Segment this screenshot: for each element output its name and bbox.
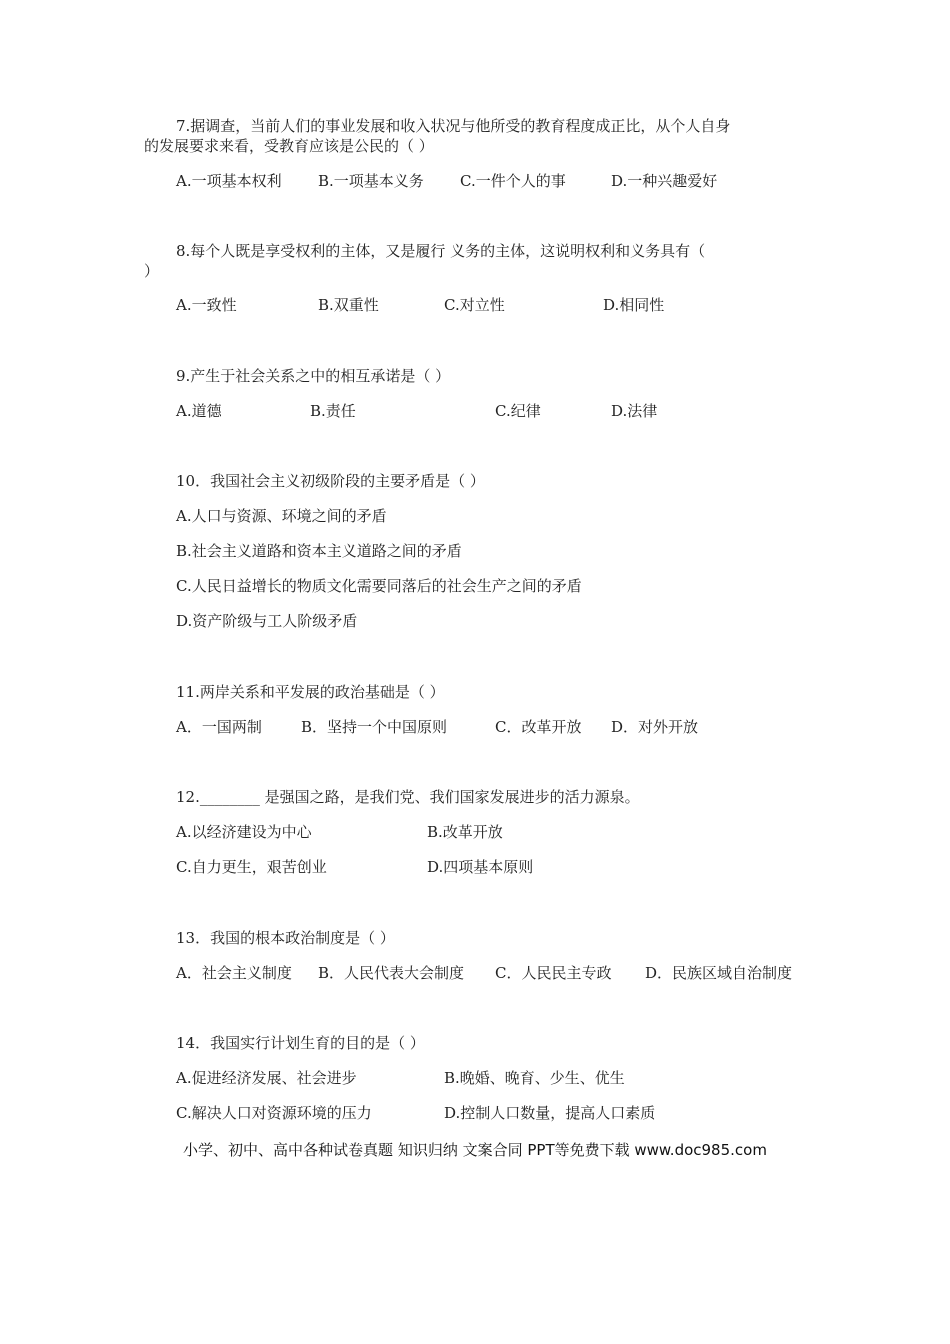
q14-option-b: B.晚婚、晚育、少生、优生 bbox=[444, 1069, 625, 1087]
q12-stem: 12.________ 是强国之路，是我们党、我们国家发展进步的活力源泉。 bbox=[176, 788, 640, 806]
q13-option-a: A．社会主义制度 bbox=[176, 964, 292, 982]
q10-option-a: A.人口与资源、环境之间的矛盾 bbox=[176, 507, 387, 525]
q8-stem-line-1: 8.每个人既是享受权利的主体，又是履行 义务的主体，这说明权利和义务具有（ bbox=[176, 242, 706, 260]
q8-option-b: B.双重性 bbox=[318, 296, 379, 314]
q11-option-c: C．改革开放 bbox=[495, 718, 582, 736]
q7-option-b: B.一项基本义务 bbox=[318, 172, 424, 190]
footer-download-notice: 小学、初中、高中各种试卷真题 知识归纳 文案合同 PPT等免费下载 www.doc985.com bbox=[183, 1141, 767, 1159]
q9-option-b: B.责任 bbox=[310, 402, 356, 420]
q7-stem-line-2: 的发展要求来看，受教育应该是公民的（ ） bbox=[144, 137, 434, 155]
q7-option-a: A.一项基本权利 bbox=[176, 172, 282, 190]
q14-option-d: D.控制人口数量，提高人口素质 bbox=[444, 1104, 656, 1122]
q14-option-a: A.促进经济发展、社会进步 bbox=[176, 1069, 357, 1087]
q7-option-d: D.一种兴趣爱好 bbox=[611, 172, 718, 190]
q10-option-b: B.社会主义道路和资本主义道路之间的矛盾 bbox=[176, 542, 462, 560]
q11-option-a: A．一国两制 bbox=[176, 718, 262, 736]
q12-option-a: A.以经济建设为中心 bbox=[176, 823, 312, 841]
q12-option-b: B.改革开放 bbox=[427, 823, 503, 841]
q9-option-c: C.纪律 bbox=[495, 402, 541, 420]
q11-option-d: D．对外开放 bbox=[611, 718, 699, 736]
q13-option-c: C．人民民主专政 bbox=[495, 964, 612, 982]
q10-stem: 10．我国社会主义初级阶段的主要矛盾是（ ） bbox=[176, 472, 485, 490]
q8-option-c: C.对立性 bbox=[444, 296, 505, 314]
q8-stem-line-2: ） bbox=[144, 262, 160, 280]
q12-option-d: D.四项基本原则 bbox=[427, 858, 534, 876]
q10-option-d: D.资产阶级与工人阶级矛盾 bbox=[176, 612, 358, 630]
q9-option-a: A.道德 bbox=[176, 402, 222, 420]
q12-option-c: C.自力更生，艰苦创业 bbox=[176, 858, 327, 876]
q11-option-b: B．坚持一个中国原则 bbox=[301, 718, 448, 736]
q7-option-c: C.一件个人的事 bbox=[460, 172, 566, 190]
q9-stem: 9.产生于社会关系之中的相互承诺是（ ） bbox=[176, 367, 451, 385]
q8-option-d: D.相同性 bbox=[603, 296, 665, 314]
q8-option-a: A.一致性 bbox=[176, 296, 237, 314]
q13-option-d: D．民族区域自治制度 bbox=[645, 964, 793, 982]
q13-stem: 13．我国的根本政治制度是（ ） bbox=[176, 929, 395, 947]
q9-option-d: D.法律 bbox=[611, 402, 658, 420]
q14-option-c: C.解决人口对资源环境的压力 bbox=[176, 1104, 372, 1122]
q13-option-b: B．人民代表大会制度 bbox=[318, 964, 465, 982]
q10-option-c: C.人民日益增长的物质文化需要同落后的社会生产之间的矛盾 bbox=[176, 577, 582, 595]
q14-stem: 14．我国实行计划生育的目的是（ ） bbox=[176, 1034, 425, 1052]
q7-stem-line-1: 7.据调查，当前人们的事业发展和收入状况与他所受的教育程度成正比，从个人自身 bbox=[176, 117, 731, 135]
q11-stem: 11.两岸关系和平发展的政治基础是（ ） bbox=[176, 683, 445, 701]
